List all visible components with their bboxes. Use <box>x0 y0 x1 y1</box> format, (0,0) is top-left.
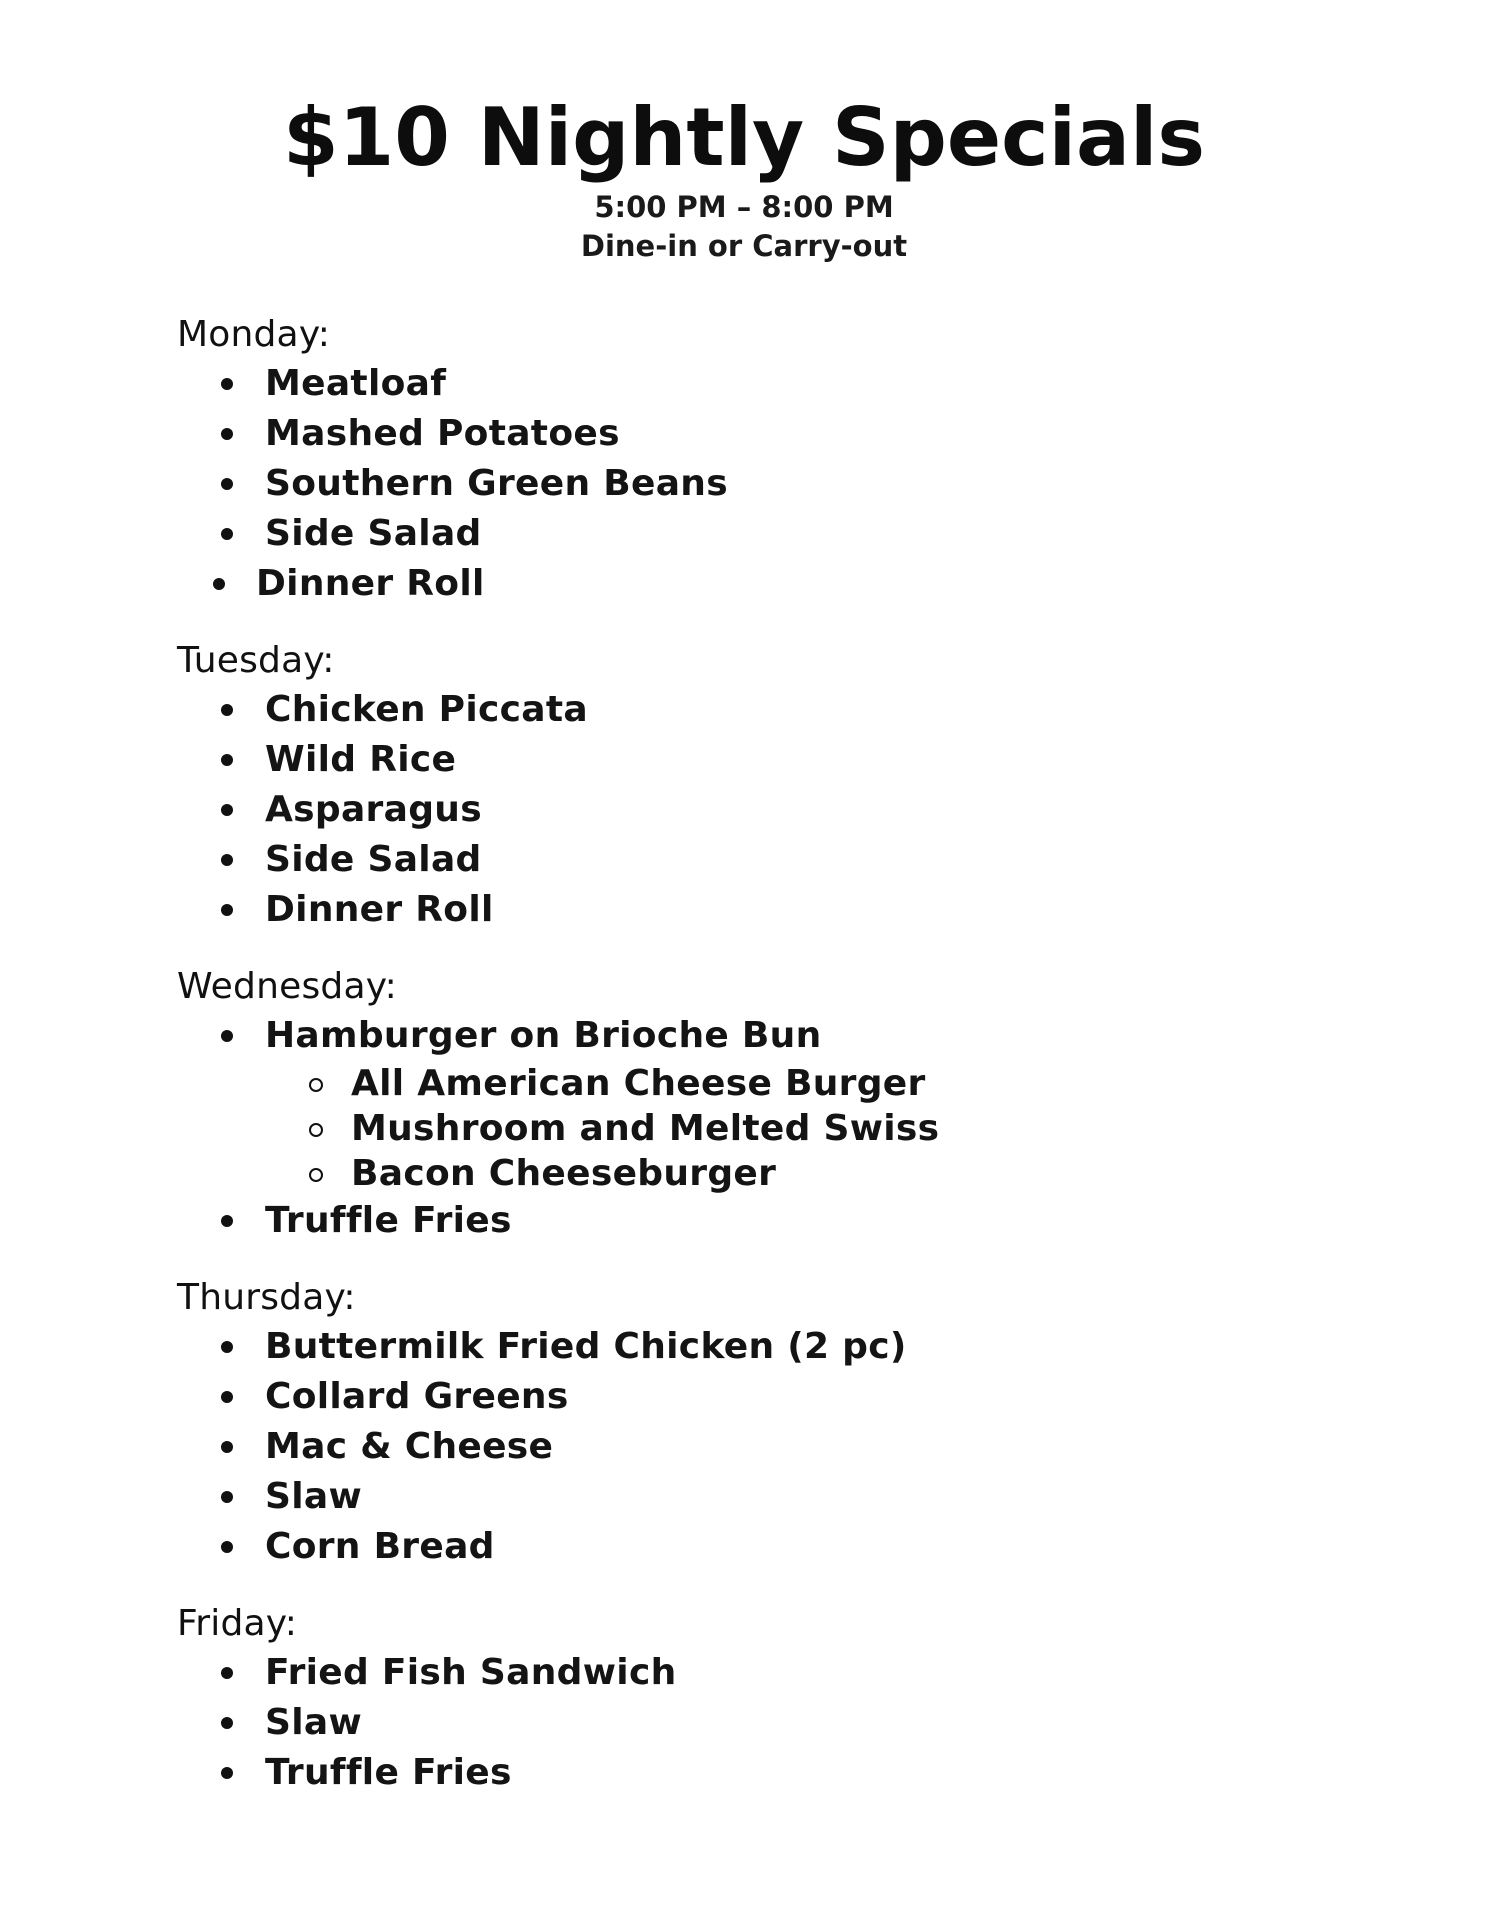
menu-header <box>0 88 1488 266</box>
list-item <box>177 509 1377 559</box>
burger-options <box>177 1061 1377 1196</box>
list-item <box>177 835 1377 885</box>
friday-items <box>177 1648 1377 1798</box>
hollow-bullet-icon <box>309 1078 323 1092</box>
bullet-icon <box>221 1341 233 1353</box>
bullet-icon <box>221 854 233 866</box>
sub-list-item <box>177 1061 1377 1106</box>
hollow-bullet-icon <box>309 1123 323 1137</box>
bullet-icon <box>221 1441 233 1453</box>
item-text: Truffle Fries <box>265 1200 512 1241</box>
bullet-icon <box>221 1215 233 1227</box>
bullet-icon <box>221 1030 233 1042</box>
sub-item-text: All American Cheese Burger <box>351 1063 926 1104</box>
page-title: $10 Nightly Specials <box>282 91 1206 184</box>
list-item <box>177 685 1377 735</box>
item-text: Slaw <box>265 1476 363 1517</box>
day-section-tuesday <box>177 637 1377 935</box>
sub-item-text: Mushroom and Melted Swiss <box>351 1108 940 1149</box>
bullet-icon <box>221 478 233 490</box>
bullet-icon <box>221 1541 233 1553</box>
list-item <box>177 1748 1377 1798</box>
bullet-icon <box>221 1767 233 1779</box>
item-text: Southern Green Beans <box>265 463 728 504</box>
list-item <box>177 785 1377 835</box>
day-label-monday: Monday: <box>177 314 331 355</box>
item-text: Dinner Roll <box>256 563 485 604</box>
sub-item-text: Bacon Cheeseburger <box>351 1153 777 1194</box>
bullet-icon <box>221 1391 233 1403</box>
bullet-icon <box>221 528 233 540</box>
day-label-wednesday: Wednesday: <box>177 966 397 1007</box>
service-type: Dine-in or Carry-out <box>580 229 908 263</box>
item-text: Truffle Fries <box>265 1752 512 1793</box>
list-item <box>177 359 1377 409</box>
bullet-icon <box>221 1717 233 1729</box>
bullet-icon <box>213 578 225 590</box>
list-item <box>177 1648 1377 1698</box>
bullet-icon <box>221 754 233 766</box>
day-section-thursday <box>177 1274 1377 1572</box>
item-text: Hamburger on Brioche Bun <box>265 1015 822 1056</box>
list-item <box>177 1522 1377 1572</box>
day-label-tuesday: Tuesday: <box>177 640 335 681</box>
bullet-icon <box>221 378 233 390</box>
item-text: Asparagus <box>265 789 482 830</box>
item-text: Side Salad <box>265 513 482 554</box>
bullet-icon <box>221 904 233 916</box>
item-text: Buttermilk Fried Chicken (2 pc) <box>265 1326 907 1367</box>
item-text: Meatloaf <box>265 363 447 404</box>
list-item <box>177 1372 1377 1422</box>
item-text: Wild Rice <box>265 739 457 780</box>
list-item <box>177 1196 1377 1246</box>
item-text: Corn Bread <box>265 1526 495 1567</box>
monday-items <box>177 359 1377 609</box>
item-text: Dinner Roll <box>265 889 494 930</box>
list-item <box>177 885 1377 935</box>
item-text: Slaw <box>265 1702 363 1743</box>
wednesday-items-cont <box>177 1196 1377 1246</box>
list-item <box>177 459 1377 509</box>
item-text: Fried Fish Sandwich <box>265 1652 677 1693</box>
bullet-icon <box>221 704 233 716</box>
list-item <box>177 1011 1377 1061</box>
bullet-icon <box>221 1667 233 1679</box>
bullet-icon <box>221 428 233 440</box>
item-text: Collard Greens <box>265 1376 569 1417</box>
bullet-icon <box>221 804 233 816</box>
service-hours: 5:00 PM – 8:00 PM <box>594 190 894 224</box>
hollow-bullet-icon <box>309 1168 323 1182</box>
item-text: Mashed Potatoes <box>265 413 620 454</box>
day-section-monday <box>177 311 1377 609</box>
list-item <box>177 1698 1377 1748</box>
specials-list <box>177 311 1377 1826</box>
item-text: Chicken Piccata <box>265 689 588 730</box>
sub-list-item <box>177 1151 1377 1196</box>
tuesday-items <box>177 685 1377 935</box>
day-section-wednesday <box>177 963 1377 1246</box>
day-section-friday <box>177 1600 1377 1798</box>
bullet-icon <box>221 1491 233 1503</box>
list-item <box>177 409 1377 459</box>
day-label-friday: Friday: <box>177 1603 298 1644</box>
thursday-items <box>177 1322 1377 1572</box>
list-item <box>177 559 1377 609</box>
list-item <box>177 1322 1377 1372</box>
sub-list-item <box>177 1106 1377 1151</box>
list-item <box>177 1472 1377 1522</box>
list-item <box>177 735 1377 785</box>
item-text: Side Salad <box>265 839 482 880</box>
list-item <box>177 1422 1377 1472</box>
day-label-thursday: Thursday: <box>177 1277 356 1318</box>
item-text: Mac & Cheese <box>265 1426 554 1467</box>
wednesday-items <box>177 1011 1377 1061</box>
